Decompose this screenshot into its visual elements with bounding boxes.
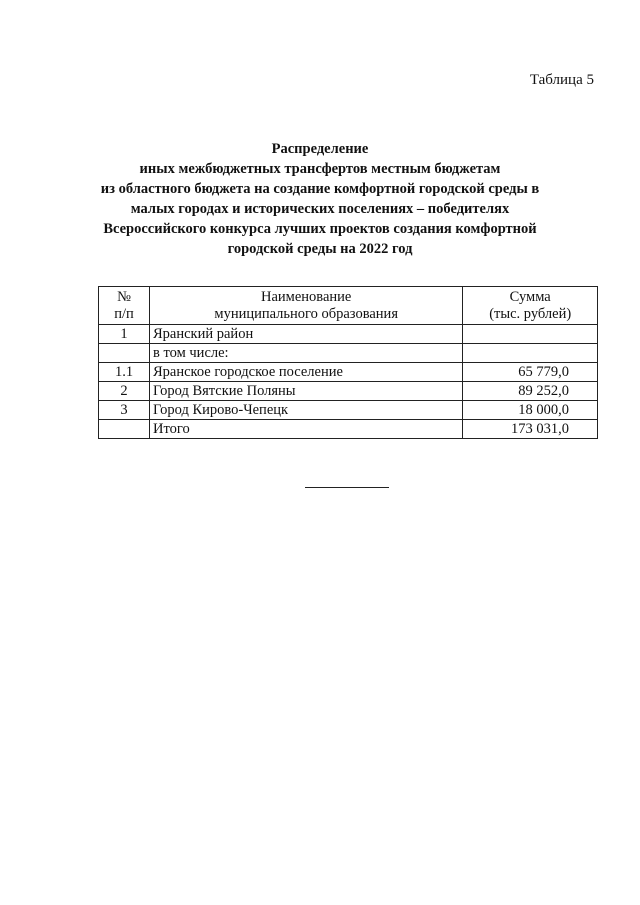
table-row: [99, 344, 598, 363]
row-name: Город Кирово-Чепецк: [150, 401, 463, 420]
row-sum: 65 779,0: [463, 363, 598, 382]
row-name: Город Вятские Поляны: [150, 382, 463, 401]
title-line: иных межбюджетных трансфертов местным бюджетам: [139, 161, 501, 177]
title-line: малых городах и исторических поселениях – победителях: [130, 201, 510, 217]
title-line: Всероссийского конкурса лучших проектов создания комфортной: [103, 221, 537, 237]
document-title: [60, 139, 580, 259]
row-number: 2: [99, 382, 150, 401]
distribution-table: [98, 286, 598, 439]
title-line: из областного бюджета на создание комфортной городской среды в: [100, 181, 540, 197]
header-number-line1: №: [117, 288, 131, 305]
table-row: [99, 363, 598, 382]
row-sum: [463, 344, 598, 363]
row-sum: 89 252,0: [463, 382, 598, 401]
row-sum: 173 031,0: [463, 420, 598, 439]
table-row-total: [99, 420, 598, 439]
row-number: 3: [99, 401, 150, 420]
row-name: Яранский район: [150, 325, 463, 344]
row-number: 1: [99, 325, 150, 344]
header-name: [150, 287, 463, 325]
row-number: [99, 420, 150, 439]
header-sum-line1: Сумма: [509, 288, 551, 305]
row-number: [99, 344, 150, 363]
header-sum: [463, 287, 598, 325]
row-number: 1.1: [99, 363, 150, 382]
table-row: [99, 325, 598, 344]
row-sum: [463, 325, 598, 344]
table-number-label: Таблица 5: [529, 72, 594, 88]
row-name: Итого: [150, 420, 463, 439]
table-row: [99, 401, 598, 420]
header-sum-line2: (тыс. рублей): [489, 305, 572, 322]
row-name: Яранское городское поселение: [150, 363, 463, 382]
title-line: городской среды на 2022 год: [227, 241, 413, 257]
title-line: Распределение: [271, 141, 369, 157]
table-header-row: [99, 287, 598, 325]
closing-divider-line: [305, 487, 389, 488]
row-name: в том числе:: [150, 344, 463, 363]
table-row: [99, 382, 598, 401]
header-name-line1: Наименование: [261, 288, 352, 305]
header-number: [99, 287, 150, 325]
header-number-line2: п/п: [114, 305, 134, 322]
row-sum: 18 000,0: [463, 401, 598, 420]
header-name-line2: муниципального образования: [214, 305, 398, 322]
